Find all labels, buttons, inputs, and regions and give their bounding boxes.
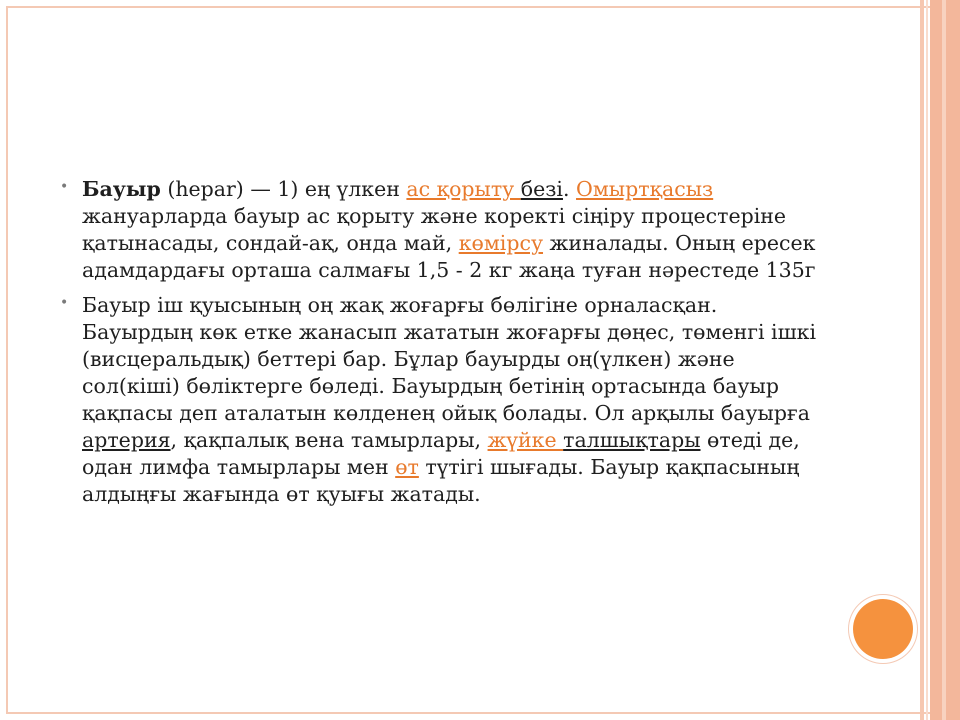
text: (hepar) — 1) ең үлкен xyxy=(160,177,407,201)
link-zhuike[interactable]: жүйке xyxy=(487,428,564,452)
text: . xyxy=(562,177,577,201)
link-komirsu[interactable]: көмірсу xyxy=(458,231,544,255)
bullet-icon: • xyxy=(60,295,69,311)
text: Бауыр іш қуысының оң жақ жоғарғы бөлігіне орналасқан. Бауырдың көк етке жанасып жататын жоғарғы дөңес, төменгі ішкі (висцеральдық) беттері бар. Бұлар бауырды оң(үлкен) және сол(кіші) бөліктерге бөледі. Бауырдың бетінің ортасында бауыр қақпасы деп аталатын көлденең ойық болады. Ол арқылы бауырға xyxy=(82,293,817,425)
text: жануарларда бауыр ас қорыту және коректі сіңіру процестеріне қатынасады, сондай-ақ, онда май, xyxy=(82,204,787,255)
text: жиналады. Оның ересек адамдардағы орташа салмағы 1,5 - 2 кг жаңа туған нәрестеде 135г xyxy=(82,231,816,282)
link-as-qorytu[interactable]: ас қорыту xyxy=(406,177,521,201)
decorative-stripes xyxy=(920,0,960,720)
link-bezi[interactable]: безі xyxy=(520,177,563,201)
bullet-icon: • xyxy=(60,179,69,195)
stripe xyxy=(942,0,946,720)
link-omyrtqasyz[interactable]: Омыртқасыз xyxy=(576,177,714,201)
text: түтігі шығады. Бауыр қақпасының алдыңғы жағында өт қуығы жатады. xyxy=(82,455,800,506)
stripe xyxy=(926,0,928,720)
link-arteria[interactable]: артерия xyxy=(82,428,171,452)
link-ot[interactable]: өт xyxy=(395,455,419,479)
slide-content xyxy=(60,176,820,516)
bullet-paragraph-2 xyxy=(60,292,820,508)
bullet-paragraph-1 xyxy=(60,176,820,284)
term-bauyr: Бауыр xyxy=(82,177,161,201)
decorative-circle xyxy=(853,599,913,659)
stripe xyxy=(920,0,924,720)
text: өтеді де, одан лимфа тамырлары мен xyxy=(82,428,800,479)
text: , қақпалық вена тамырлары, xyxy=(170,428,488,452)
link-talshyqtary[interactable]: талшықтары xyxy=(563,428,701,452)
